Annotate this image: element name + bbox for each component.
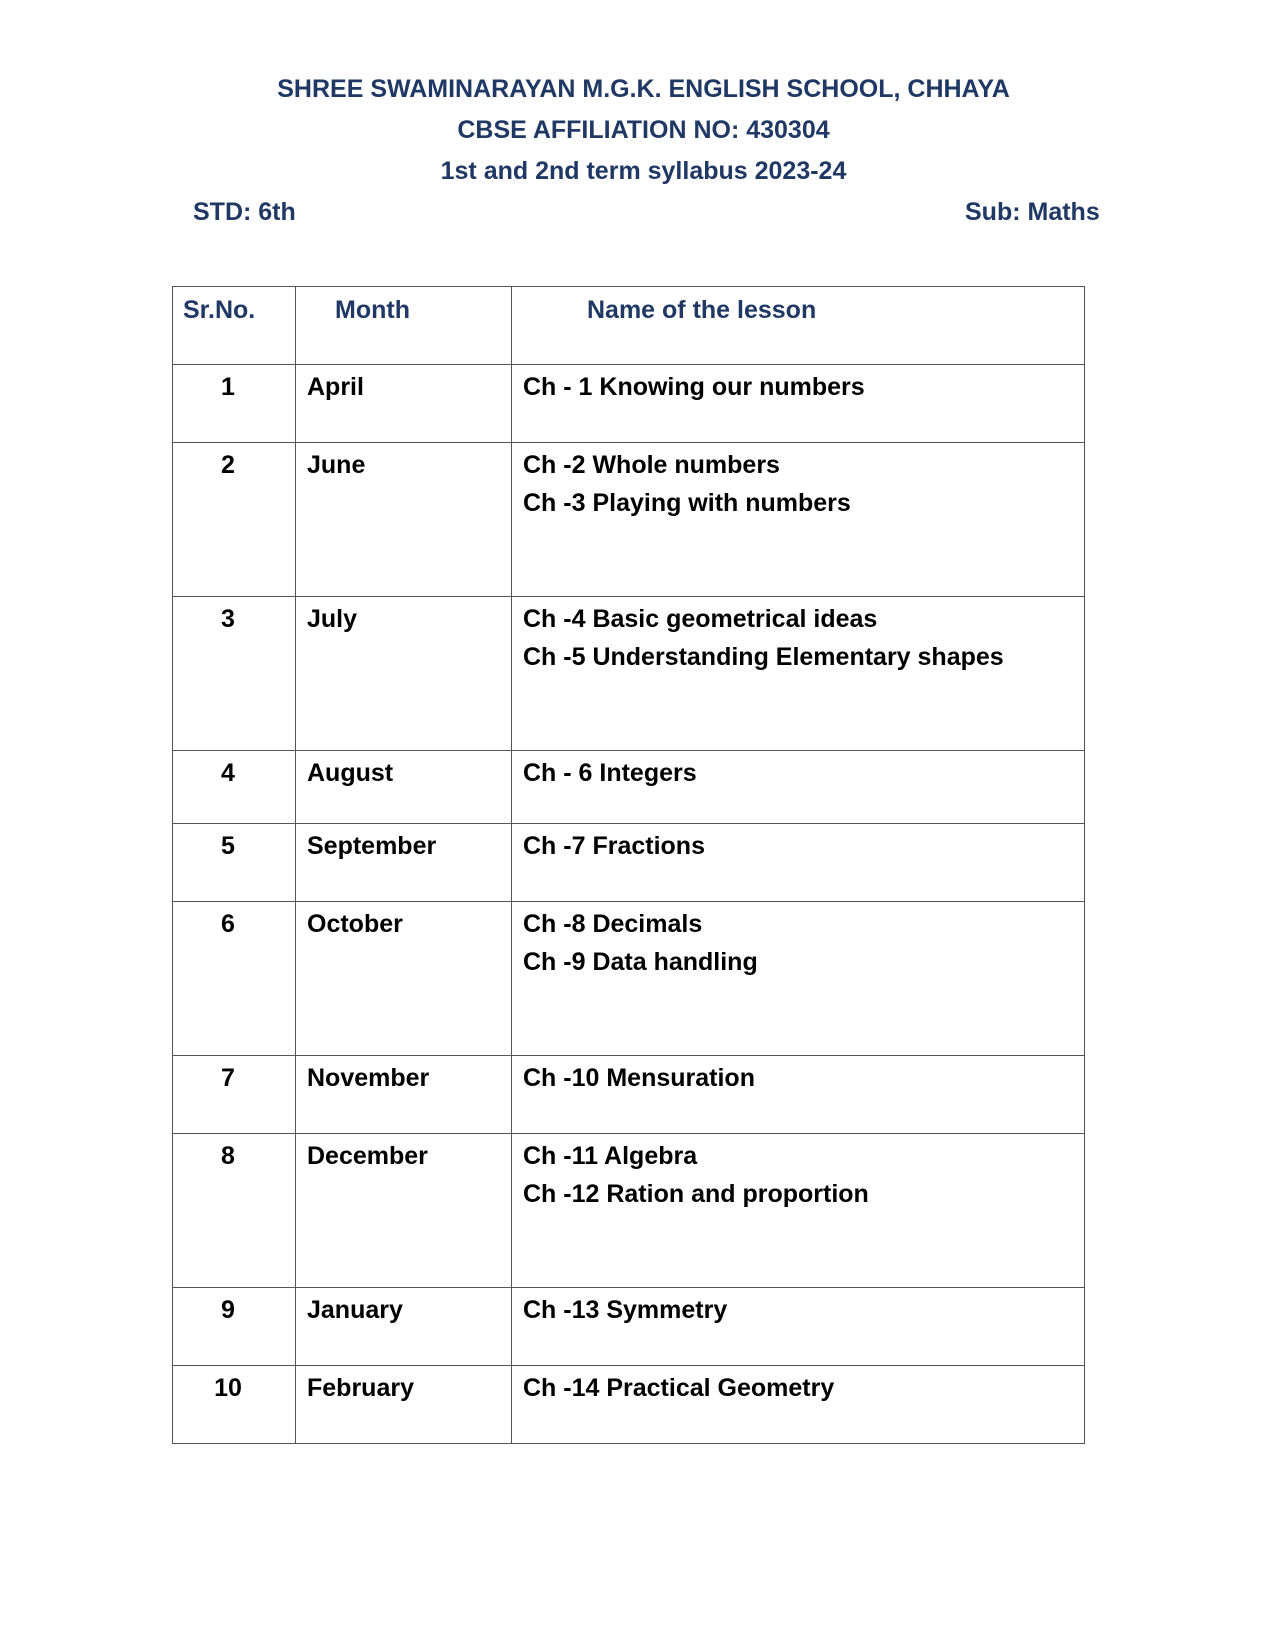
table-row [173,1134,1085,1288]
month-cell: September [296,824,512,902]
lesson-name: Ch - 1 Knowing our numbers [523,373,865,401]
lesson-cell [512,1056,1085,1134]
sr-no-cell: 6 [173,902,296,1056]
table-row [173,1056,1085,1134]
sr-no-cell: 10 [173,1366,296,1444]
month-cell: December [296,1134,512,1288]
subject-label: Sub: Maths [965,198,1100,226]
month-cell: July [296,597,512,751]
table-row [173,1288,1085,1366]
table-row [173,824,1085,902]
sr-no-cell: 1 [173,365,296,443]
lesson-name: Ch -9 Data handling [523,948,758,976]
month-cell: January [296,1288,512,1366]
month-cell: August [296,751,512,824]
lesson-cell [512,365,1085,443]
lesson-name: Ch -5 Understanding Elementary shapes [523,643,1004,671]
lesson-name: Ch -11 Algebra [523,1142,698,1170]
lesson-cell [512,824,1085,902]
month-cell: October [296,902,512,1056]
lesson-name: Ch -8 Decimals [523,910,703,938]
lesson-cell [512,443,1085,597]
lesson-cell [512,902,1085,1056]
lesson-name: Ch -10 Mensuration [523,1064,755,1092]
sr-no-cell: 3 [173,597,296,751]
syllabus-title: 1st and 2nd term syllabus 2023-24 [440,157,847,185]
lesson-cell [512,597,1085,751]
table-row [173,902,1085,1056]
table-row [173,751,1085,824]
lesson-name: Ch -2 Whole numbers [523,451,780,479]
lesson-name: Ch -12 Ration and proportion [523,1180,869,1208]
lesson-cell [512,1134,1085,1288]
affiliation-number: CBSE AFFILIATION NO: 430304 [457,116,830,144]
lesson-cell [512,1288,1085,1366]
standard-label: STD: 6th [193,198,296,226]
lesson-name: Ch -13 Symmetry [523,1296,728,1324]
month-cell: June [296,443,512,597]
lesson-cell [512,751,1085,824]
sr-no-cell: 5 [173,824,296,902]
syllabus-table [172,286,1085,1444]
month-cell: April [296,365,512,443]
lesson-name: Ch -7 Fractions [523,832,705,860]
table-row [173,365,1085,443]
sr-no-cell: 9 [173,1288,296,1366]
table-row [173,443,1085,597]
column-header-sr-no: Sr.No. [173,287,296,365]
table-row [173,1366,1085,1444]
lesson-name: Ch -3 Playing with numbers [523,489,851,517]
sr-no-cell: 7 [173,1056,296,1134]
month-cell: February [296,1366,512,1444]
table-row [173,597,1085,751]
sr-no-cell: 2 [173,443,296,597]
lesson-name: Ch -14 Practical Geometry [523,1374,835,1402]
sr-no-cell: 4 [173,751,296,824]
school-name: SHREE SWAMINARAYAN M.G.K. ENGLISH SCHOOL, CHHAYA [277,75,1010,103]
column-header-lesson: Name of the lesson [512,287,1085,365]
column-header-month: Month [296,287,512,365]
month-cell: November [296,1056,512,1134]
lesson-cell [512,1366,1085,1444]
lesson-name: Ch - 6 Integers [523,759,697,787]
table-header-row [173,287,1085,365]
sr-no-cell: 8 [173,1134,296,1288]
lesson-name: Ch -4 Basic geometrical ideas [523,605,878,633]
